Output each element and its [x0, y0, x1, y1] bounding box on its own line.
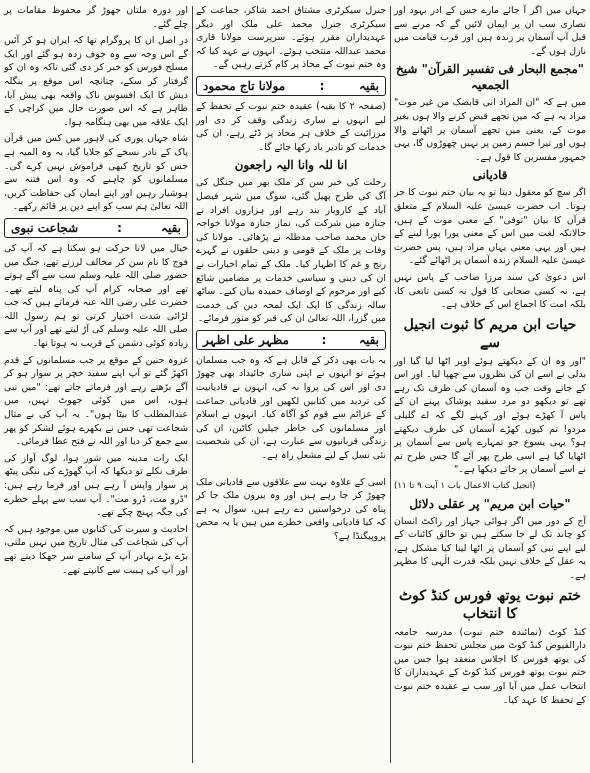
paragraph: آج کے دور میں اگر ہوائی جہاز اور راکٹ انسان کو چاند تک لے جا سکتے ہیں تو خالق کائنات کے لیے اپنے نبی کو آسمان پر اٹھا لینا کیا مشکل ہے، یہ عقل کے خلاف نہیں بلکہ قدرت الٰہی کا مظہر ہے۔ — [394, 515, 586, 581]
citation: (انجیل کتاب الاعمال باب ۱ آیت ۹ تا ۱۱) — [394, 481, 536, 492]
paragraph: خیال میں لانا حرکت ہو سکتا ہے کہ آپ کی فوج کا نام سن کر مخالف لرزتے تھے، جنگ میں حضور صلی اللہ علیہ وسلم سب سے آگے ہوتے تھے اور صحابہ کرام آپ کی پناہ لیتے تھے۔ حضرت علی رضی اللہ عنہ فرماتے ہیں کہ جب لڑائی شدت اختیار کرتی تو ہم رسول اللہ صلی اللہ علیہ وسلم کی آڑ لیتے تھے اور آپ سے زیادہ کوئی دشمن کے قریب نہ ہوتا تھا۔ — [4, 242, 188, 350]
column-divider — [390, 6, 391, 763]
continuation-box — [196, 76, 386, 96]
paragraph: شاہ جہاں پوری کی لاہور میں کس میں قرآن پاک کے نادر نسخے کو جلایا گیا، یہ وہ المیہ ہے جس کو تاریخ کبھی فراموش نہیں کرے گی۔ مسلمانوں کو چاہیے کہ وہ اس فتنہ سے ہوشیار رہیں اور اپنے ایمان کی حفاظت کریں، اللہ تعالیٰ ہم سب کو اپنے دین پر قائم رکھے۔ — [4, 133, 188, 213]
paragraph: اور دورہ ملتان جھوڑ گر محفوظ مقامات پر چلے گئے۔ — [4, 5, 188, 30]
paragraph: اس دعویٰ کی سند مرزا صاحب کے پاس نہیں ہے، نہ کسی صحابی کا قول نہ کسی تابعی کا، بلکہ امت کا اجماع اس کے خلاف ہے۔ — [394, 271, 586, 311]
column-divider — [192, 6, 193, 763]
section-heading: "حیات ابن مریم" پر عقلی دلائل — [409, 496, 571, 511]
continuation-title: مولانا تاج محمود — [203, 78, 286, 93]
paragraph: احادیث و سیرت کی کتابوں میں موجود ہیں کہ آپ کی شجاعت کی مثال تاریخ میں نہیں ملتی، بڑے بڑے بہادر آپ کے سامنے سر جھکا دیتے تھے اور آپ کی ہیبت سے کانپتے تھے۔ — [4, 523, 188, 576]
column-middle — [194, 4, 388, 767]
continuation-box — [196, 330, 386, 350]
paragraph: (صفحہ ۲ کا بقیہ) عقیدہ ختم نبوت کے تحفظ کے لیے انہوں نے ساری زندگی وقف کر دی اور مرزائیت کے خلاف ہر محاذ پر ڈٹے رہے، ان کی خدمات کو تادیر یاد رکھا جائے گا۔ — [196, 100, 386, 153]
continuation-box — [4, 218, 188, 238]
colon-separator: : — [319, 78, 325, 93]
colon-separator: : — [117, 220, 122, 235]
paragraph: ایک رات مدینہ میں شور ہوا، لوگ آواز کی طرف نکلے تو دیکھا کہ آپ گھوڑے کی ننگی پیٹھ پر سوار واپس آ رہے ہیں اور فرما رہے ہیں: "ڈرو مت، ڈرو مت"۔ آپ سب سے پہلے خطرے کی جگہ پہنچ چکے تھے۔ — [4, 452, 188, 519]
colon-separator: : — [321, 332, 327, 347]
column-right — [392, 4, 588, 767]
spacer — [196, 466, 386, 476]
paragraph: اسی کے علاوہ بہت سے علاقوں سے قادیانی ملک چھوڑ کر جا رہے ہیں اور وہ بیرون ملک جا کر پناہ کی درخواستیں دے رہے ہیں، سوال یہ ہے کہ کیا قادیانی واقعی خطرے میں ہیں یا یہ محض پروپیگنڈا ہے؟ — [196, 476, 386, 542]
continuation-label: بقیہ — [358, 78, 379, 93]
continuation-title: مظہر علی اظہر — [203, 332, 289, 347]
continuation-title: شجاعت نبوی — [11, 220, 79, 235]
paragraph: در اصل ان کا پروگرام تھا کہ ایران ہو کر آئیں گے اس وجہ سے وہ خوف زدہ ہو گئے اور ایک مسلح فورس کو خبر کر دی گئی تاکہ وہ ان کو گرفتار کر سکے، چنانچہ اس موقع پر بنگلہ دیش کا ایک افسوس ناک واقعہ بھی پیش آیا، ظاہر ہے کہ اس صورت حال میں کراچی کے ایک علاقہ میں بھی ہنگامہ ہوا۔ — [4, 35, 188, 128]
paragraph: اگر سچ کو معقول دیتا تو یہ بیان ختم نبوت کا جز ہوتا۔ اب حضرت عیسیٰ علیہ السلام کے متعلق قرآن کا بیان "توفی" کے معنی موت کے ہیں، حالانکہ لغت میں اس کے معنی پورا پورا لینے کے ہیں اور یہی معنی یہاں مراد ہیں، پس حضرت عیسیٰ علیہ السلام زندہ آسمان پر اٹھائے گئے۔ — [394, 187, 586, 267]
paragraph: "اور وہ ان کے دیکھتے ہوئے اوپر اٹھا لیا گیا اور بدلی نے اسے ان کی نظروں سے چھپا لیا۔ اور اس کے جاتے وقت جب وہ آسمان کی طرف تک رہے تھے تو دیکھو دو مرد سفید پوشاک پہنے ان کے پاس آ کھڑے ہوئے اور کہنے لگے کہ اے گلیلی مردو! تم کیوں کھڑے آسمان کی طرف دیکھتے ہو؟ یہی یسوع جو تمہارے پاس سے آسمان پر اٹھایا گیا ہے اسی طرح پھر آئے گا جس طرح تم نے اسے آسمان پر جاتے دیکھا ہے۔" — [394, 355, 586, 476]
subheading: قادیانی — [472, 168, 508, 183]
paragraph: کنڈ کوٹ (نمائندہ ختم نبوت) مدرسہ جامعہ دارالفیوض کنڈ کوٹ میں مجلس تحفظ ختم نبوت کی یوتھ فورس کا اجلاس منعقد ہوا جس میں ختم نبوت یوتھ فورس کنڈ کوٹ کے عہدیداران کا انتخاب عمل میں آیا اور سب نے عقیدہ ختم نبوت کے تحفظ کا عہد کیا۔ — [394, 626, 586, 706]
quote-heading: "مجمع البحار فی تفسیر القرآن" شیخ الجمعیہ — [395, 62, 585, 93]
continuation-label: بقیہ — [160, 220, 181, 235]
subheading: انا للہ وانا الیہ راجعون — [234, 158, 348, 173]
section-heading: حیات ابن مریم کا ثبوت انجیل سے — [403, 316, 577, 351]
paragraph: غزوہ حنین کے موقع پر جب مسلمانوں کے قدم اکھڑ گئے تو آپ اپنے سفید خچر پر سوار ہو کر آگے بڑھتے رہے اور فرماتے جاتے تھے: "میں نبی ہوں، اس میں کوئی جھوٹ نہیں، میں عبدالمطلب کا بیٹا ہوں"۔ یہ آپ کی بے مثال شجاعت تھی جس نے بکھرے ہوئے لشکر کو پھر سے جمع کر دیا اور اللہ نے فتح عطا فرمائی۔ — [4, 354, 188, 448]
paragraph: جہاں میں اگر آ جائے مارے جس کے ادر بہود اور نصاری سب ان پر ایمان لائیں گے کہ مرنے سے قبل آپ آسمان پر زندہ ہیں اور قرب قیامت میں نازل ہوں گے۔ — [394, 5, 586, 57]
paragraph: جنرل سیکرٹری مشتاق احمد شاکر، جماعت کے سیکرٹری جنرل محمد علی ملک اور دیگر عہدیداران مقرر ہوئے۔ سرپرست مولانا قاری محمد عبداللہ منتخب ہوئے۔ انہوں نے عہد کیا کہ وہ ختم نبوت کے محاذ پر کام کرتے رہیں گے۔ — [196, 5, 386, 71]
news-headline: ختم نبوت یوتھ فورس کنڈ کوٹ کا انتخاب — [398, 587, 582, 622]
paragraph: یہ بات بھی ذکر کے قابل ہے کہ وہ جب مسلمان ہوئے تو انہوں نے اپنی ساری جائیداد بھی چھوڑ دی اور اس کی پروا نہ کی، انہوں نے قادیانیت کی تردید میں کتابیں لکھیں اور قادیانی جماعت کے عزائم سے قوم کو آگاہ کیا۔ انہوں نے اسلام اور مسلمانوں کی خاطر جیلیں کاٹیں، ان کی زندگی قربانیوں سے عبارت ہے، ان کی شخصیت نئی نسل کے لیے مشعل راہ ہے۔ — [196, 354, 386, 462]
paragraph: رحلت کی خبر سن کر ملک بھر میں جنگل کی آگ کی طرح پھیل گئی، سوگ میں شہر فیصل آباد کے کاروبار بند رہے اور ہزاروں افراد نے جنازہ میں شرکت کی، نماز جنازہ مولانا خواجہ خان محمد صاحب مدظلہ نے پڑھائی۔ مولانا کی وفات پر ملک کے قومی و دینی حلقوں نے گہرے رنج و غم کا اظہار کیا۔ ملک کے تمام اخبارات نے ان کی دینی و سیاسی خدمات پر مضامین شائع کیے اور مرحوم کے اوصاف حمیدہ بیان کیے۔ ساٹھ سالہ زندگی کا ایک ایک لمحہ دین کی خدمت میں گزرا، اللہ تعالیٰ ان کی قبر کو منور فرمائے۔ — [196, 177, 386, 325]
paragraph: میں ہے کہ "ان المراد انی قابضک من غیر موت" مراد یہ ہے کہ میں تجھے قبض کرنے والا ہوں بغیر موت کے، یعنی میں تجھے آسمان پر اٹھانے والا ہوں اور تیرا جسم زمین پر نہیں چھوڑوں گا، یہی جمہور مفسرین کا قول ہے۔ — [394, 97, 586, 163]
continuation-label: بقیہ — [358, 332, 379, 347]
column-left — [2, 4, 190, 767]
